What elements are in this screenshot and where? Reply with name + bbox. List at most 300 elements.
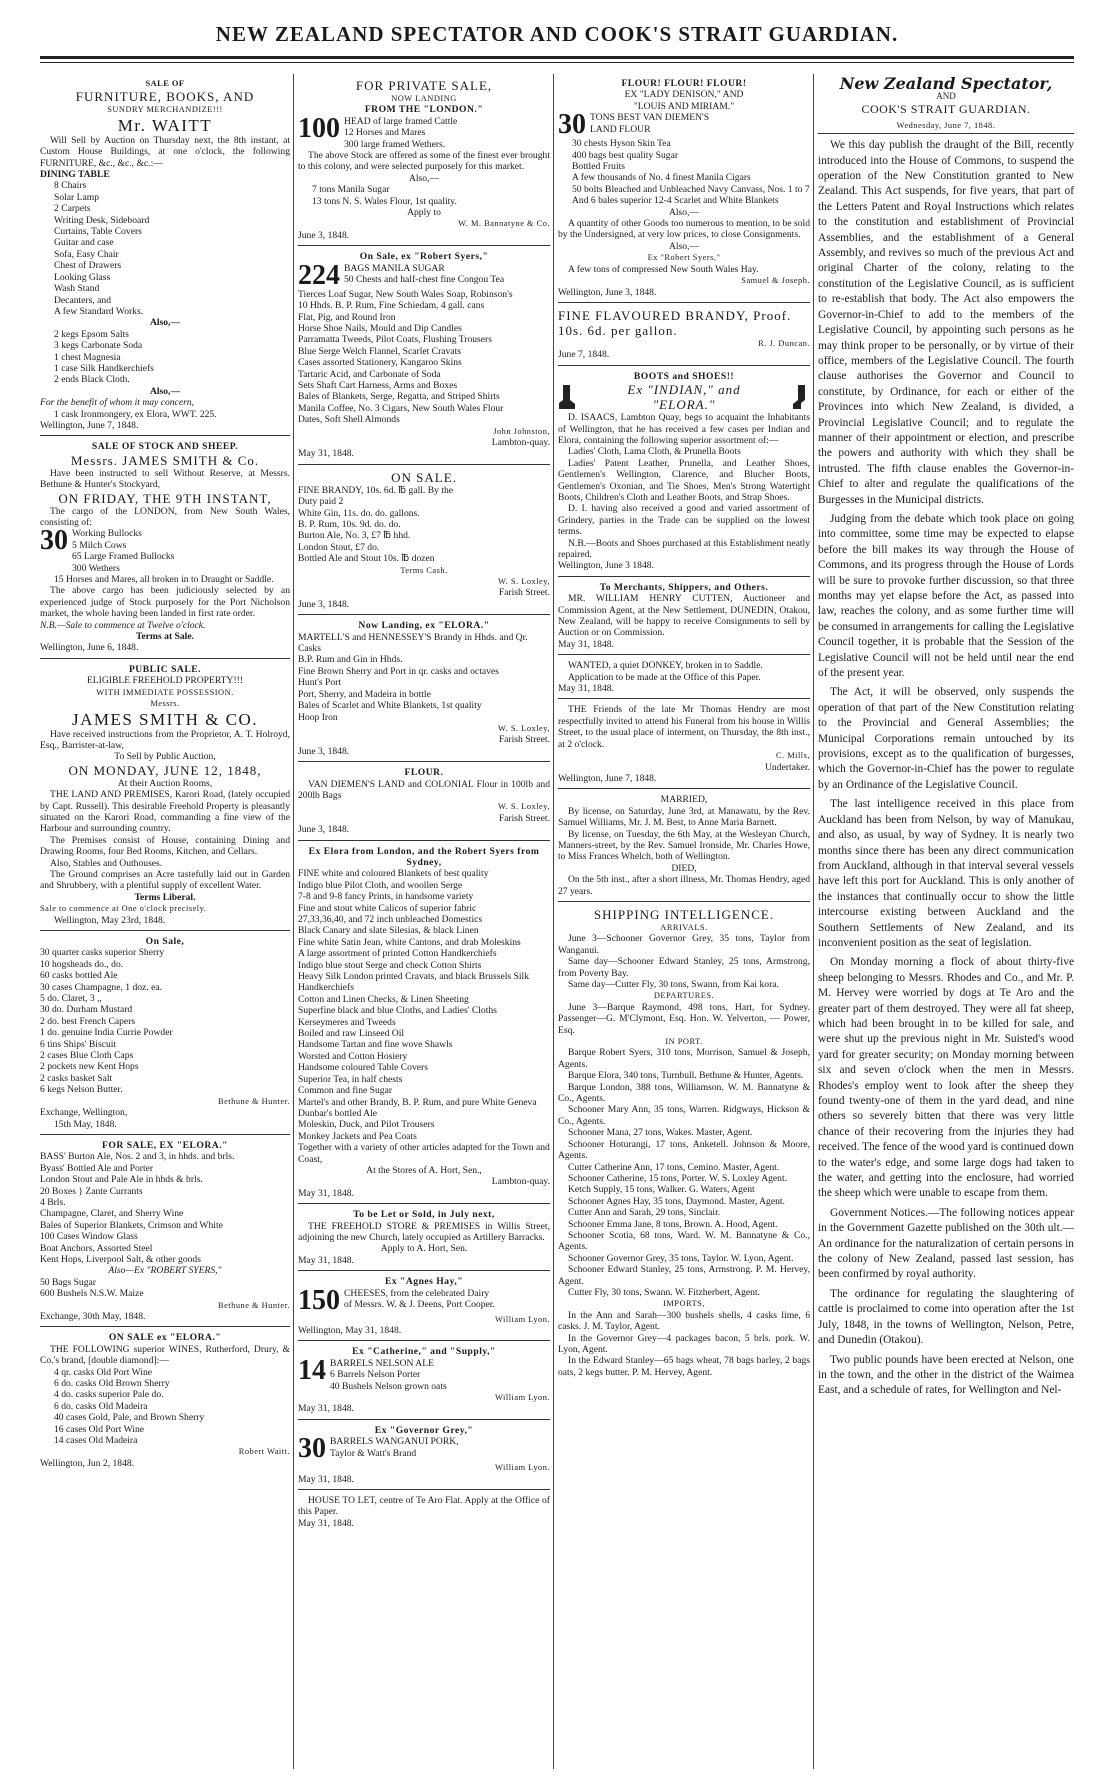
- list-item: 7 tons Manila Sugar: [312, 184, 390, 196]
- list-item: BARRELS WANGANUI PORK,: [330, 1436, 459, 1448]
- list-item: Common and fine Sugar: [298, 1085, 393, 1097]
- list-item: TONS BEST VAN DIEMEN'S: [590, 112, 710, 124]
- list-item: MARTELL'S and HENNESSEY'S Brandy in Hhds. and Qr. Casks: [298, 631, 528, 655]
- ad-signature: W. S. Loxley,: [498, 802, 550, 812]
- ad-heading: Ex "Agnes Hay,": [384, 1276, 464, 1288]
- numbered-item: [40, 525, 290, 574]
- list-item: Solar Lamp: [54, 191, 100, 203]
- numbered-item: [298, 1433, 550, 1465]
- ad-heading: FLOUR! FLOUR! FLOUR!: [621, 78, 747, 89]
- list-item: Cases assorted Stationery, Kangaroo Skins: [298, 357, 462, 369]
- ad-signature: Farish Street.: [498, 812, 550, 824]
- ad-text: THE FOLLOWING superior WINES, Rutherford, Drury, & Co.'s brand, [double diamond]:—: [40, 1343, 290, 1367]
- ad-for-sale-elora: [40, 1138, 290, 1328]
- list-item: Fine white Satin Jean, white Cantons, and drab Moleskins: [298, 936, 521, 948]
- list-item: 30 quarter casks superior Sherry: [40, 947, 165, 959]
- ad-date: Wellington, June 7, 1848.: [40, 419, 139, 431]
- ad-date: Wellington, June 3, 1848.: [558, 286, 657, 298]
- list-item: Indigo blue stout Serge and check Cotton Shirts: [298, 959, 482, 971]
- ad-text: MR. WILLIAM HENRY CUTTEN, Auctioneer and Commission Agent, at the New Settlement, DUNEDIN, Otakou, New Zealand, will be happy to receive Consignments to sell by Auction or on Commission.: [558, 593, 810, 639]
- ad-subheading: DEPARTURES.: [653, 991, 715, 1001]
- item-list: [40, 169, 290, 317]
- list-item: A few Standard Works.: [54, 305, 144, 317]
- firm-name: JAMES SMITH & CO.: [71, 709, 259, 729]
- ad-text: N.B.—Boots and Shoes purchased at this Establishment neatly repaired.: [558, 537, 810, 560]
- editorial-paragraph: Judging from the debate which took place on going into committee, some time may be expected to elapse before the bill makes its way through the House of Commons, and its progress through the House of Lords will be sure to provoke further discussion, so that three months may yet elapse before the Act, as passed into law, reaches the colony, and as some further time will be consumed in arrangements for calling the Legislative Council together, it is probable that the Session of the Legislative Council will not be held until near the end of the present year.: [818, 512, 1074, 680]
- editorial-masthead-and: AND: [936, 91, 956, 102]
- list-item: 1 cask Ironmongery, ex Elora, WWT. 225.: [54, 408, 217, 420]
- list-item: 2 Carpets: [54, 203, 91, 215]
- list-item: 14 cases Old Madeira: [54, 1435, 138, 1447]
- list-item: Indigo blue Pilot Cloth, and woollen Serge: [298, 879, 463, 891]
- list-item: 2 do. best French Capers: [40, 1015, 136, 1027]
- masthead-rule: [40, 56, 1074, 59]
- list-item: Ketch Supply, 15 tons, Walker. G. Waters, Agent: [568, 1184, 755, 1196]
- list-item: Schooner Hoturangi, 17 tons, Anketell. Johnson & Moore, Agents.: [558, 1138, 810, 1162]
- ad-date: June 3, 1848.: [298, 745, 350, 757]
- ad-let-or-sold: [298, 1207, 550, 1271]
- list-item: Cutter Catherine Ann, 17 tons, Cemino. Master, Agent.: [568, 1161, 780, 1173]
- column-divider: [293, 74, 294, 1769]
- list-item: Decanters, and: [54, 294, 112, 306]
- ad-text: WANTED, a quiet DONKEY, broken in to Saddle.: [568, 660, 763, 672]
- list-item: Duty paid 2: [298, 496, 344, 508]
- ad-furniture-sale: [40, 76, 290, 436]
- list-item: Boiled and raw Linseed Oil: [298, 1028, 405, 1040]
- list-item: Barque Robert Syers, 310 tons, Morrison, Samuel & Joseph, Agents.: [558, 1047, 810, 1070]
- ad-date: Wellington, June 7, 1848.: [558, 772, 657, 784]
- ad-date: Exchange, Wellington,: [40, 1107, 128, 1119]
- list-item: Barque London, 388 tons, Williamson. W. M. Bannatyne & Co., Agents.: [558, 1081, 810, 1105]
- ad-text: Apply to A. Hort, Sen.: [380, 1243, 468, 1255]
- list-item: 2 pockets new Kent Hops: [40, 1061, 139, 1073]
- ad-note: N.B.—Sale to commence at Twelve o'clock.: [40, 619, 206, 631]
- item-count: 224: [298, 259, 340, 291]
- ad-date: Wellington, May 31, 1848.: [298, 1325, 402, 1336]
- ad-heading: FLOUR.: [404, 767, 444, 779]
- list-item: 27,33,36,40, and 72 inch unbleached Domestics: [298, 914, 483, 925]
- ad-date: June 3, 1848.: [298, 229, 350, 241]
- list-item: 40 Bushels Nelson grown oats: [330, 1380, 447, 1392]
- ad-date: May 31, 1848.: [298, 1254, 354, 1266]
- ad-signature: Bethune & Hunter.: [218, 1096, 290, 1106]
- list-item: Schooner Governor Grey, 35 tons, Taylor. W. Lyon, Agent.: [568, 1252, 794, 1264]
- ad-stock-sale: [40, 439, 290, 659]
- list-item: Heavy Silk London printed Cravats, and black Brussels Silk Handkerchiefs: [298, 971, 530, 994]
- ad-text: Sale to commence at One o'clock precisely.: [40, 904, 207, 914]
- list-item: 300 large framed Wethers.: [344, 138, 446, 150]
- list-item: 4 Brls.: [40, 1196, 66, 1208]
- ad-text: Ex "Robert Syers,": [647, 253, 721, 263]
- ad-subheading: NOW LANDING: [391, 94, 457, 103]
- ad-also: Also,—: [149, 317, 181, 329]
- list-item: 50 Chests and half-chest fine Congou Tea: [344, 274, 505, 286]
- ad-signature: Farish Street.: [498, 587, 550, 599]
- ad-flour: [298, 765, 550, 840]
- editorial-paragraph: Two public pounds have been erected at Nelson, one in the town, and the other in the district of the Waimea East, and a schedule of rates, for Wellington and Nel-: [818, 1353, 1074, 1397]
- ad-elora-goods: [298, 844, 550, 1205]
- list-item: 8 Chairs: [54, 180, 87, 192]
- list-item: Martel's and other Brandy, B. P. Rum, and pure White Geneva: [298, 1096, 537, 1108]
- ad-house-to-let: [298, 1493, 550, 1533]
- list-item: Boat Anchors, Assorted Steel: [40, 1242, 153, 1254]
- ad-private-sale: [298, 76, 550, 246]
- list-item: Dates, Soft Shell Almonds: [298, 414, 400, 426]
- list-item: BASS' Burton Ale, Nos. 2 and 3, in hhds. and brls.: [40, 1151, 235, 1163]
- ad-text: At their Auction Rooms,: [117, 777, 213, 789]
- list-item: Superior Tea, in half chests: [298, 1073, 403, 1085]
- ad-heading: Ex Elora from London, and the Robert Syers from Sydney,: [308, 845, 540, 868]
- boot-icon: [792, 384, 810, 410]
- list-item: Tartaric Acid, and Carbonate of Soda: [298, 368, 441, 380]
- ad-subheading: Ex "INDIAN," and: [627, 382, 741, 398]
- ad-heading: To Merchants, Shippers, and Others.: [599, 581, 769, 593]
- list-item: Worsted and Cotton Hosiery: [298, 1050, 408, 1062]
- section-heading: SHIPPING INTELLIGENCE.: [593, 906, 775, 922]
- list-item: CHEESES, from the celebrated Dairy: [344, 1287, 490, 1299]
- list-item: 1 do. genuine India Currie Powder: [40, 1027, 173, 1039]
- list-item: BAGS MANILA SUGAR: [344, 262, 445, 274]
- item-count: 150: [298, 1284, 340, 1316]
- list-item: Taylor & Watt's Brand: [330, 1447, 417, 1459]
- list-item: FINE white and coloured Blankets of best quality: [298, 868, 489, 880]
- list-item: A few thousands of No. 4 finest Manila Cigars: [572, 172, 751, 184]
- list-item: 40 cases Gold, Pale, and Brown Sherry: [54, 1412, 205, 1424]
- ad-text: A quantity of other Goods too numerous to mention, to be sold by the Undersigned, at very low prices, to close Consignments.: [558, 218, 810, 241]
- ad-text: At the Stores of A. Hort, Sen.,: [366, 1164, 482, 1176]
- ad-subheading: FURNITURE, BOOKS, AND: [75, 89, 255, 105]
- list-item: Sets Shaft Cart Harness, Arms and Boxes: [298, 379, 458, 391]
- ad-signature: R. J. Duncan.: [758, 338, 810, 348]
- ad-text: THE LAND AND PREMISES, Karori Road, (lately occupied by Capt. Russell). This desirable Freehold Property is pleasantly situated on the Karori Road, commanding a fine view of the Harbour and surrounding country.: [40, 789, 290, 835]
- list-item: 300 Wethers: [72, 562, 120, 574]
- ad-signature: William Lyon.: [494, 1463, 550, 1473]
- ad-heading: On Sale, ex "Robert Syers,": [359, 251, 489, 263]
- list-item: B.P. Rum and Gin in Hhds.: [298, 654, 403, 666]
- ad-text: Application to be made at the Office of this Paper.: [568, 671, 761, 683]
- ad-text: The Premises consist of House, containing Dining and Drawing Rooms, four Bed Rooms, Kitchen, and Cellars.: [40, 834, 290, 858]
- list-item: 16 cases Old Port Wine: [54, 1423, 145, 1435]
- ad-subheading: FROM THE "LONDON.": [364, 104, 484, 116]
- list-item: 50 Bags Sugar: [40, 1276, 96, 1288]
- list-item: Parramatta Tweeds, Pilot Coats, Flushing Trousers: [298, 334, 492, 346]
- editorial-paragraph: We this day publish the draught of the Bill, recently introduced into the House of Commons, to suspend the operation of the New Constitution granted to New Zealand. This Act suspends, for five years, that part of the Letters Patent and Royal Instructions which relates to the constitution and establishment of Provincial Assemblies, and the establishment of a General Assembly, and revives so much of the previous Act and original Charter of the colony, relating to the constitution of the Legislative Council, as is sufficient to re-establish that body. The Act also empowers the Governor-in-Chief to add to the members of the Legislative Council, by appointing such persons as he may think proper to be personally, or by virtue of their office, members of the Legislative Council. The fourth clause authorises the Governor and Council to constitute, by Ordinance, for each or either of the Provinces into which New Zealand, is divided, a Provincial Legislative Council; and to regulate the manner of their appointment or election, and prescribe the powers and authority with which they shall be intrusted. The fifth clause enables the Governor-in-Chief to alter and regulate the qualifications of the Burgesses in the Municipal districts.: [818, 139, 1074, 506]
- numbered-item: [298, 112, 550, 150]
- item-count: 30: [298, 1433, 326, 1465]
- ad-subheading: IMPORTS,: [663, 1299, 705, 1309]
- ad-on-sale: [40, 934, 290, 1135]
- list-item: 50 bolts Bleached and Unbleached Navy Canvass, Nos. 1 to 7: [572, 183, 810, 195]
- column-2: [298, 76, 550, 1766]
- item-count: 14: [298, 1354, 326, 1386]
- ad-date: June 7, 1848.: [558, 349, 610, 361]
- ad-subheading: "ELORA.": [652, 397, 716, 413]
- ad-subheading: EX "LADY DENISON," AND: [624, 89, 744, 101]
- list-item: Cutter Ann and Sarah, 29 tons, Sinclair.: [568, 1207, 721, 1219]
- list-item: 15 Horses and Mares, all broken in to Draught or Saddle.: [54, 574, 274, 586]
- ad-heading: MARRIED,: [660, 794, 708, 806]
- ad-subheading: ELIGIBLE FREEHOLD PROPERTY!!!: [86, 675, 244, 687]
- list-item: 65 Large Framed Bullocks: [72, 551, 175, 563]
- list-item: Superfine black and blue Cloths, and Ladies' Cloths: [298, 1005, 497, 1017]
- ad-text: Also, Stables and Outhouses.: [50, 857, 163, 869]
- ad-text: Ladies' Cloth, Lama Cloth, & Prunella Boots: [568, 446, 741, 458]
- list-item: Handsome coloured Table Covers: [298, 1062, 428, 1074]
- ad-heading: FOR PRIVATE SALE,: [355, 78, 493, 93]
- ad-text: Have been instructed to sell Without Reserve, at Messrs. Bethune & Hunter's Stockyard,: [40, 467, 290, 491]
- ad-signature: Lambton-quay.: [491, 436, 550, 448]
- ad-merchants: [558, 580, 810, 655]
- list-item: LAND FLOUR: [590, 123, 651, 135]
- item-count: 100: [298, 112, 340, 144]
- list-item: London Stout and Pale Ale in hhds & brls.: [40, 1174, 203, 1186]
- masthead: NEW ZEALAND SPECTATOR AND COOK'S STRAIT GUARDIAN.: [215, 22, 899, 46]
- list-item: BARRELS NELSON ALE: [330, 1357, 434, 1369]
- list-item: 5 do. Claret, 3 ,,: [40, 993, 102, 1005]
- list-item: 4 do. casks superior Pale do.: [54, 1389, 164, 1401]
- list-item: Black Canary and slate Silesias, & black Linen: [298, 925, 479, 937]
- ad-now-landing: [298, 618, 550, 762]
- ad-signature: W. S. Loxley,: [498, 723, 550, 733]
- list-item: Schooner Edward Stanley, 25 tons, Armstrong. P. M. Hervey, Agent.: [558, 1264, 810, 1287]
- list-item: Moleskin, Duck, and Pilot Trousers: [298, 1119, 435, 1131]
- editorial-column: [818, 76, 1074, 1766]
- ad-signature: Samuel & Joseph.: [741, 276, 810, 286]
- ad-text: VAN DIEMEN'S LAND and COLONIAL Flour in 100lb and 200lb Bags: [298, 778, 550, 801]
- list-item: HEAD of large framed Cattle: [344, 115, 458, 127]
- list-item: Schooner Mary Ann, 35 tons, Warren. Ridgways, Hickson & Co., Agents.: [558, 1104, 810, 1127]
- ad-boots-shoes: [558, 369, 810, 577]
- ad-heading: DIED,: [671, 862, 697, 874]
- list-item: June 3—Schooner Governor Grey, 35 tons, Taylor from Wanganui.: [558, 933, 810, 956]
- ad-subheading: Messrs.: [150, 699, 180, 709]
- ad-text: D. I. having also received a good and varied assortment of Grindery, parties in the Trade can be supplied on the lowest terms.: [558, 503, 810, 538]
- ad-also: Also,—: [408, 172, 440, 184]
- list-item: 400 bags best quality Sugar: [572, 149, 679, 161]
- ad-text: A few tons of compressed New South Wales Hay.: [568, 263, 759, 275]
- column-divider: [813, 74, 814, 1769]
- ad-signature: W. M. Bannatyne & Co.: [458, 219, 550, 229]
- ad-date: 15th May, 1848.: [54, 1118, 117, 1130]
- list-item: Hoop Iron: [298, 711, 338, 723]
- column-divider: [553, 74, 554, 1769]
- ad-signature: Robert Waitt.: [238, 1447, 290, 1457]
- ad-text: The above Stock are offered as some of the finest ever brought to this colony, and were selected purposely for this market.: [298, 150, 550, 173]
- masthead-rule-thin: [40, 62, 1074, 63]
- ad-heading: BOOTS and SHOES!!: [633, 370, 735, 382]
- ad-fine-brandy: [558, 306, 810, 366]
- list-item: Together with a variety of other articles adapted for the Town and Coast,: [298, 1142, 550, 1165]
- list-item: London Stout, £7 do.: [298, 541, 380, 553]
- ad-text: Ladies' Patent Leather, Prunella, and Leather Shoes, Gentlemen's Wellington, Clarence, and Blucher Boots, Gentlemen's Oxonian, and Tie Shoes, Men's Strong Watertight Boots, Children's Cloth and Leather Boots, and Strap Shoes.: [558, 457, 810, 503]
- ad-date: May 31, 1848.: [298, 1473, 354, 1485]
- list-item: 100 Cases Window Glass: [40, 1231, 138, 1243]
- list-item: Guitar and case: [54, 237, 114, 249]
- list-item: Tierces Loaf Sugar, New South Wales Soap, Robinson's: [298, 288, 513, 300]
- ad-text: D. ISAACS, Lambton Quay, begs to acquaint the Inhabitants of Wellington, that he has received a few cases per Indian and Elora, containing the following superior assortment of:—: [558, 412, 810, 446]
- list-item: 2 ends Black Cloth.: [54, 374, 130, 386]
- ad-date: May 31, 1848.: [558, 683, 614, 695]
- ad-subheading: IN PORT.: [665, 1037, 703, 1047]
- ad-also: Also,—: [668, 240, 700, 252]
- list-item: Champagne, Claret, and Sherry Wine: [40, 1208, 184, 1220]
- ad-heading: FOR SALE, EX "ELORA.": [102, 1139, 228, 1151]
- list-item: 5 Milch Cows: [72, 539, 127, 551]
- ad-text: FINE FLAVOURED BRANDY, Proof. 10s. 6d. per gallon.: [558, 307, 792, 338]
- list-item: 2 kegs Epsom Salts: [54, 328, 129, 340]
- list-item: Fine and stout white Calicos of superior fabric: [298, 902, 477, 914]
- ad-terms: Terms at Sale.: [135, 631, 194, 643]
- ad-public-sale: [40, 662, 290, 931]
- list-item: Same day—Schooner Edward Stanley, 25 tons, Armstrong, from Poverty Bay.: [558, 956, 810, 979]
- ad-terms: Terms Liberal.: [134, 891, 196, 903]
- ad-text: By license, on Tuesday, the 6th May, at the Wesleyan Church, Manners-street, by the Rev. Samuel Ironside, Mr. Charles Howe, to Miss Frances Whelch, both of Wellington.: [558, 828, 810, 863]
- list-item: 30 chests Hyson Skin Tea: [572, 138, 671, 150]
- list-item: 2 casks basket Salt: [40, 1072, 113, 1084]
- ad-text: By license, on Saturday, June 3rd, at Manawatu, by the Rev. Samuel Williams, Mr. J. M. Best, to Anne Maria Barnett.: [558, 805, 810, 829]
- list-item: 6 Barrels Nelson Porter: [330, 1369, 421, 1381]
- ad-text: On the 5th inst., after a short illness, Mr. Thomas Hendry, aged 27 years.: [558, 874, 810, 897]
- list-item: Dunbar's bottled Ale: [298, 1107, 377, 1119]
- list-item: Handsome Tartan and fine wove Shawls: [298, 1039, 453, 1051]
- list-item: In the Ann and Sarah—300 bushels shells, 4 casks lime, 6 casks. J. M. Taylor, Agent.: [558, 1309, 810, 1333]
- list-item: Schooner Agnes Hay, 35 tons, Daymond. Master, Agent.: [568, 1195, 785, 1207]
- list-item: Burton Ale, No. 3, £7 ℔ hhd.: [298, 530, 411, 542]
- list-item: Schooner Mana, 27 tons, Wakes. Master, Agent.: [568, 1127, 753, 1139]
- ad-text: Will Sell by Auction on Thursday next, the 8th instant, at Custom House Buildings, at one o'clock, the following FURNITURE, &c., &c., &c.:—: [40, 134, 290, 169]
- ad-flour-flour: [558, 76, 810, 303]
- list-item: Hunt's Port: [298, 677, 342, 689]
- list-item: And 6 bales superior 12-4 Scarlet and White Blankets: [572, 195, 779, 207]
- ad-heading: Ex "Governor Grey,": [374, 1424, 474, 1436]
- list-item: Fine Brown Sherry and Port in qr. casks and octaves: [298, 665, 499, 677]
- list-item: Schooner Catherine, 15 tons, Porter. W. S. Loxley Agent.: [568, 1172, 788, 1184]
- list-item: A large assortment of printed Cotton Handkerchiefs: [298, 948, 497, 960]
- list-item: Barque Elora, 340 tons, Turnbull. Bethune & Hunter, Agents.: [568, 1070, 804, 1082]
- list-item: June 3—Barque Raymond, 498 tons, Hart, for Sydney. Passenger—G. M'Clymont, Esq. Hon. W. Yelverton, — Power, Esq.: [558, 1001, 810, 1036]
- ad-text: THE Friends of the late Mr Thomas Hendry are most respectfully invited to attend his Funeral from his house in Willis Street, to the usual place of interment, on Thursday, the 8th inst., at 2 o'clock.: [558, 704, 810, 750]
- list-item: Kent Hops, Liverpool Salt, & other goods: [40, 1253, 201, 1265]
- list-item: 6 kegs Nelson Butter.: [40, 1084, 123, 1096]
- list-item: Chest of Drawers: [54, 260, 122, 272]
- column-1: [40, 76, 290, 1766]
- list-item: 30 do. Durham Mustard: [40, 1004, 133, 1016]
- ad-date: May 31, 1848.: [298, 1517, 354, 1529]
- ad-note: For the benefit of whom it may concern,: [40, 397, 195, 409]
- list-item: Kerseymeres and Tweeds: [298, 1016, 396, 1028]
- ad-signature: John Johnston,: [493, 426, 550, 436]
- list-item: Cutter Fly, 30 tons, Swann. W. Fitzherbert, Agent.: [568, 1286, 761, 1298]
- ad-signature: Undertaker.: [764, 761, 810, 773]
- ad-cheeses: [298, 1274, 550, 1341]
- ad-heading: Ex "Catherine," and "Supply,": [352, 1346, 496, 1358]
- numbered-item: [298, 1284, 550, 1316]
- ad-heading: Now Landing, ex "ELORA.": [358, 620, 490, 632]
- list-item: Bottled Fruits: [572, 161, 626, 173]
- ad-text: The above cargo has been judiciously selected by an experienced judge of Stock purposely for the Port Nicholson market, the whole having been landed in first rate order.: [40, 585, 290, 620]
- editorial-date: Wednesday, June 7, 1848.: [818, 118, 1074, 134]
- list-item: 4 qr. casks Old Port Wine: [54, 1366, 153, 1378]
- column-3: [558, 76, 810, 1766]
- list-item: 60 casks bottled Ale: [40, 970, 118, 982]
- ad-also: Also,—: [668, 206, 700, 218]
- ad-brandy: [298, 468, 550, 615]
- list-item: Working Bullocks: [72, 528, 142, 540]
- list-item: Wash Stand: [54, 283, 100, 295]
- editorial-masthead: New Zealand Spectator,: [839, 76, 1053, 93]
- list-item: Blue Serge Welch Flannel, Scarlet Cravats: [298, 345, 461, 357]
- shipping-intelligence: [558, 905, 810, 1382]
- ad-date: Wellington, June 6, 1848.: [40, 642, 139, 654]
- auctioneer-name: Mr. WAITT: [117, 115, 213, 135]
- numbered-item: [558, 109, 810, 141]
- ad-subheading: ARRIVALS.: [660, 922, 708, 932]
- ad-date: May 31, 1848.: [298, 448, 354, 460]
- list-item: Byass' Bottled Ale and Porter: [40, 1162, 154, 1174]
- list-item: Monkey Jackets and Pea Coats: [298, 1130, 417, 1142]
- ad-text: Apply to: [407, 207, 441, 219]
- ad-wines: [40, 1330, 290, 1473]
- editorial-paragraph: The Act, it will be observed, only suspends the operation of that part of the New Constitution relating to the Provincial and General Assemblies; the Municipal Corporations remain untouched by its provisions, except as to the qualification of burgesses, which the Governor-in-Chief has the power to regulate by an Ordinance of the Legislative Council.: [818, 686, 1074, 791]
- ad-text: The Ground comprises an Acre tastefully laid out in Garden and Shrubbery, with a plentiful supply of excellent Water.: [40, 868, 290, 892]
- list-item: Writing Desk, Sideboard: [54, 214, 150, 226]
- editorial-paragraph: On Monday morning a flock of about thirty-five sheep belonging to Messrs. Rhodes and Co., and Mr. P. M. Hervey were worried by dogs at Te Aro and the greater part of them destroyed. They were all fat sheep, which had been brought in to be killed for sale, and were shut up the previous night in Mr. Suisted's wood yard for greater security; on Monday morning between six and seven o'clock when the men in Messrs. Rhodes's employ went to look after the sheep they found twenty-one of them in the yard dead, and nine others so severely bitten that there was very little chance of their recovering from the injuries they had received. The fence of the wood yard is continued down to the water's edge, and some large dogs had taken to the water, and getting into the enclosure, had worried the sheep which were unable to escape from them.: [818, 956, 1074, 1200]
- list-item: 1 case Silk Handkerchiefs: [54, 362, 154, 374]
- ad-date: May 31, 1848.: [558, 638, 614, 650]
- ad-terms: Terms Cash.: [400, 565, 448, 575]
- ad-when: ON FRIDAY, THE 9TH INSTANT,: [58, 490, 272, 506]
- ad-pork: [298, 1423, 550, 1490]
- boots-header: [558, 382, 810, 412]
- ad-when: ON MONDAY, JUNE 12, 1848,: [68, 762, 262, 778]
- ad-subheading: "LOUIS AND MIRIAM.": [633, 100, 735, 112]
- firm-name: Messrs. JAMES SMITH & Co.: [70, 452, 260, 468]
- ad-text: Lambton-quay.: [491, 1176, 550, 1188]
- list-item: Cotton and Linen Checks, & Linen Sheeting: [298, 993, 469, 1005]
- list-item: Same day—Cutter Fly, 30 tons, Swann, from Kai kora.: [568, 979, 779, 990]
- list-item: Flat, Pig, and Round Iron: [298, 311, 396, 323]
- list-item: 600 Bushels N.S.W. Maize: [40, 1288, 144, 1300]
- editorial-paragraph: The last intelligence received in this place from Auckland has been from Nelson, by way of Manukau, and also, as usual, by way of Sydney. It is nearly two months since there has been any direct communication from Auckland, although in that interval several vessels have left this port for Auckland. This is only another of the instances that continually occur to show the little intercourse existing between Auckland and the Southern Settlements of New Zealand, and its inconvenient position as the seat of legislation.: [818, 798, 1074, 949]
- ad-date: June 3, 1848.: [298, 824, 350, 836]
- list-item: FINE BRANDY, 10s. 6d. ℔ gall. By the: [298, 484, 454, 496]
- list-item: 1 chest Magnesia: [54, 351, 121, 363]
- ad-funeral: [558, 702, 810, 789]
- list-item: Manila Coffee, No. 3 Cigars, New South Wales Flour: [298, 402, 504, 414]
- list-item: of Messrs. W. & J. Deens, Port Cooper.: [344, 1299, 495, 1310]
- list-item: B. P. Rum, 10s. 9d. do. do.: [298, 519, 401, 530]
- list-item: Bales of Superior Blankets, Crimson and White: [40, 1219, 223, 1231]
- ad-text: HOUSE TO LET, centre of Te Aro Flat. Apply at the Office of this Paper.: [298, 1495, 550, 1518]
- editorial-paragraph: Government Notices.—The following notices appear in the Government Gazette published on the 30th ult.—An ordinance for the naturalization of certain persons in the colony of New Zealand, passed last session, has been confirmed by royal authority.: [818, 1206, 1074, 1281]
- ad-heading: On Sale,: [145, 936, 185, 947]
- ad-donkey: [558, 658, 810, 699]
- ad-heading: ON SALE ex "ELORA.": [108, 1332, 222, 1344]
- list-item: Bales of Scarlet and White Blankets, 1st quality: [298, 700, 482, 712]
- list-item: 10 hogsheads do., do.: [40, 958, 124, 970]
- ad-signature: William Lyon.: [494, 1393, 550, 1403]
- ad-heading: SALE OF STOCK AND SHEEP.: [91, 441, 239, 453]
- list-item: Schooner Scotia, 68 tons, Ward. W. M. Bannatyne & Co., Agents.: [558, 1229, 810, 1253]
- numbered-item: [298, 1354, 550, 1392]
- ad-signature: Bethune & Hunter.: [218, 1300, 290, 1310]
- ad-subheading: WITH IMMEDIATE POSSESSION.: [96, 687, 234, 697]
- list-item: Port, Sherry, and Madeira in bottle: [298, 688, 431, 700]
- list-item: Curtains, Table Covers: [54, 226, 142, 238]
- ad-date: June 3, 1848.: [298, 598, 350, 610]
- list-item: 7-8 and 9-8 fancy Prints, in handsome variety: [298, 891, 474, 903]
- list-item: 2 cases Blue Cloth Caps: [40, 1050, 134, 1062]
